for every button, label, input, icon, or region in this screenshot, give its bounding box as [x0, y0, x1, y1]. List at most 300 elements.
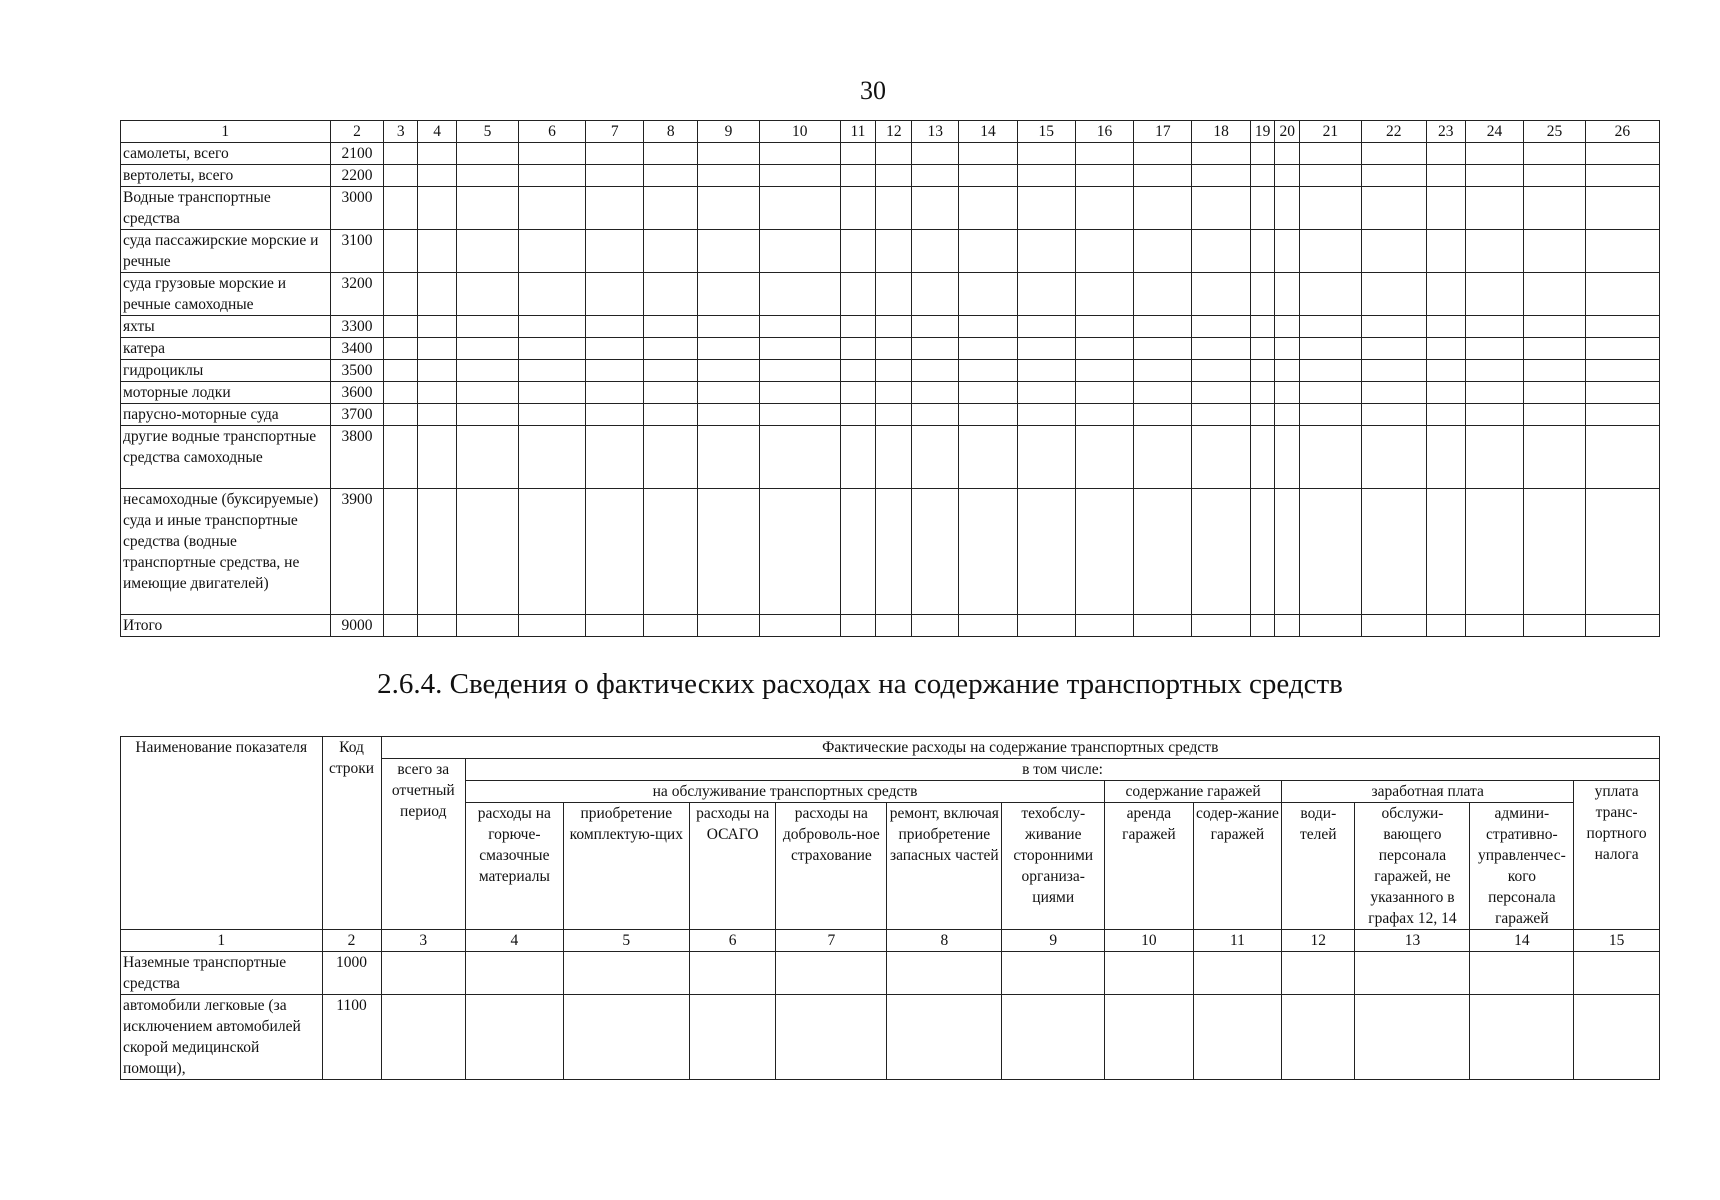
empty-cell [586, 187, 644, 230]
empty-cell [1250, 230, 1275, 273]
empty-cell [1134, 489, 1192, 615]
empty-cell [1585, 187, 1659, 230]
empty-cell [1465, 316, 1523, 338]
empty-cell [840, 489, 876, 615]
empty-cell [959, 489, 1017, 615]
empty-cell [1585, 360, 1659, 382]
column-number: 20 [1275, 121, 1300, 143]
empty-cell [1134, 165, 1192, 187]
empty-cell [1524, 615, 1586, 637]
empty-cell [1250, 489, 1275, 615]
column-number: 5 [563, 930, 689, 952]
empty-cell [1361, 273, 1426, 316]
empty-cell [1465, 165, 1523, 187]
row-name: парусно-моторные суда [121, 404, 331, 426]
empty-cell [1585, 273, 1659, 316]
row-name: катера [121, 338, 331, 360]
empty-cell [586, 230, 644, 273]
empty-cell [644, 382, 698, 404]
column-number: 16 [1075, 121, 1133, 143]
empty-cell [759, 338, 840, 360]
empty-cell [1361, 404, 1426, 426]
empty-cell [418, 273, 457, 316]
empty-cell [698, 316, 760, 338]
empty-cell [418, 404, 457, 426]
empty-cell [1465, 426, 1523, 489]
empty-cell [887, 995, 1002, 1080]
empty-cell [1134, 187, 1192, 230]
empty-cell [1250, 382, 1275, 404]
table-row [121, 382, 1660, 404]
empty-cell [1300, 404, 1362, 426]
empty-cell [518, 143, 585, 165]
empty-cell [759, 187, 840, 230]
empty-cell [644, 360, 698, 382]
column-number: 8 [887, 930, 1002, 952]
empty-cell [518, 404, 585, 426]
column-number: 19 [1250, 121, 1275, 143]
empty-cell [840, 187, 876, 230]
empty-cell [1355, 995, 1470, 1080]
header-service-col: ремонт, включая приобретение запасных частей [887, 803, 1002, 930]
empty-cell [1192, 615, 1250, 637]
empty-cell [876, 360, 912, 382]
empty-cell [1275, 426, 1300, 489]
empty-cell [959, 187, 1017, 230]
empty-cell [1250, 615, 1275, 637]
header-group-service: на обслуживание транспортных средств [466, 781, 1105, 803]
empty-cell [586, 489, 644, 615]
empty-cell [1361, 426, 1426, 489]
empty-cell [1426, 382, 1465, 404]
empty-cell [1250, 187, 1275, 230]
empty-cell [1075, 338, 1133, 360]
empty-cell [876, 143, 912, 165]
column-number: 2 [330, 121, 384, 143]
empty-cell [912, 426, 959, 489]
empty-cell [381, 995, 465, 1080]
column-number: 18 [1192, 121, 1250, 143]
empty-cell [644, 404, 698, 426]
row-name: Водные транспортные средства [121, 187, 331, 230]
empty-cell [698, 143, 760, 165]
row-code: 3400 [330, 338, 384, 360]
empty-cell [1017, 187, 1075, 230]
empty-cell [1105, 952, 1194, 995]
row-code: 1000 [322, 952, 381, 995]
empty-cell [1017, 426, 1075, 489]
empty-cell [384, 187, 418, 230]
empty-cell [1355, 952, 1470, 995]
empty-cell [1275, 230, 1300, 273]
empty-cell [1075, 273, 1133, 316]
empty-cell [1300, 489, 1362, 615]
column-number: 11 [840, 121, 876, 143]
empty-cell [1002, 995, 1105, 1080]
empty-cell [759, 360, 840, 382]
header-garage-col: аренда гаражей [1105, 803, 1194, 930]
empty-cell [586, 273, 644, 316]
empty-cell [1361, 165, 1426, 187]
column-number: 14 [1470, 930, 1574, 952]
empty-cell [457, 426, 519, 489]
empty-cell [1275, 338, 1300, 360]
empty-cell [1585, 316, 1659, 338]
empty-cell [418, 316, 457, 338]
header-tax: уплата транс-портного налога [1574, 781, 1660, 930]
column-number: 8 [644, 121, 698, 143]
empty-cell [912, 338, 959, 360]
row-name: яхты [121, 316, 331, 338]
empty-cell [457, 143, 519, 165]
empty-cell [698, 615, 760, 637]
empty-cell [698, 230, 760, 273]
header-code: Код строки [322, 737, 381, 930]
column-number: 1 [121, 930, 323, 952]
empty-cell [1300, 230, 1362, 273]
empty-cell [1361, 615, 1426, 637]
column-number: 22 [1361, 121, 1426, 143]
empty-cell [1075, 426, 1133, 489]
empty-cell [1585, 230, 1659, 273]
column-number: 11 [1193, 930, 1282, 952]
empty-cell [876, 338, 912, 360]
column-number: 23 [1426, 121, 1465, 143]
empty-cell [1470, 952, 1574, 995]
empty-cell [644, 165, 698, 187]
empty-cell [1465, 230, 1523, 273]
empty-cell [457, 316, 519, 338]
header-group-incl: в том числе: [466, 759, 1660, 781]
column-number: 13 [1355, 930, 1470, 952]
empty-cell [840, 230, 876, 273]
column-number: 25 [1524, 121, 1586, 143]
empty-cell [1134, 143, 1192, 165]
empty-cell [1574, 995, 1660, 1080]
empty-cell [586, 615, 644, 637]
empty-cell [1300, 382, 1362, 404]
empty-cell [1524, 338, 1586, 360]
row-name: Итого [121, 615, 331, 637]
empty-cell [518, 316, 585, 338]
empty-cell [418, 230, 457, 273]
header-group-garage: содержание гаражей [1105, 781, 1282, 803]
empty-cell [698, 187, 760, 230]
empty-cell [959, 360, 1017, 382]
empty-cell [1465, 382, 1523, 404]
empty-cell [384, 426, 418, 489]
empty-cell [876, 382, 912, 404]
empty-cell [1275, 360, 1300, 382]
empty-cell [1134, 615, 1192, 637]
empty-cell [1017, 404, 1075, 426]
empty-cell [1465, 273, 1523, 316]
empty-cell [698, 273, 760, 316]
empty-cell [1275, 615, 1300, 637]
empty-cell [1524, 165, 1586, 187]
empty-cell [698, 382, 760, 404]
empty-cell [1250, 316, 1275, 338]
expenses-table [120, 736, 1660, 1080]
empty-cell [418, 143, 457, 165]
table-row [121, 426, 1660, 489]
empty-cell [1017, 489, 1075, 615]
empty-cell [876, 426, 912, 489]
empty-cell [1275, 273, 1300, 316]
empty-cell [1250, 338, 1275, 360]
empty-cell [840, 382, 876, 404]
empty-cell [1300, 143, 1362, 165]
empty-cell [1075, 360, 1133, 382]
empty-cell [1250, 404, 1275, 426]
empty-cell [698, 404, 760, 426]
row-code: 3800 [330, 426, 384, 489]
column-number: 17 [1134, 121, 1192, 143]
table-row [121, 338, 1660, 360]
empty-cell [759, 615, 840, 637]
empty-cell [759, 404, 840, 426]
empty-cell [1075, 187, 1133, 230]
empty-cell [759, 426, 840, 489]
header-salary-col: админи-стративно-управленчес-кого персонала гаражей [1470, 803, 1574, 930]
empty-cell [876, 316, 912, 338]
empty-cell [457, 615, 519, 637]
empty-cell [1470, 995, 1574, 1080]
empty-cell [1524, 273, 1586, 316]
header-group-salary: заработная плата [1282, 781, 1574, 803]
table-row [121, 143, 1660, 165]
empty-cell [1017, 165, 1075, 187]
empty-cell [384, 489, 418, 615]
empty-cell [384, 143, 418, 165]
empty-cell [1192, 230, 1250, 273]
empty-cell [1134, 273, 1192, 316]
empty-cell [759, 489, 840, 615]
empty-cell [1426, 489, 1465, 615]
empty-cell [1282, 995, 1355, 1080]
empty-cell [1192, 360, 1250, 382]
empty-cell [518, 165, 585, 187]
empty-cell [586, 338, 644, 360]
empty-cell [698, 489, 760, 615]
empty-cell [518, 187, 585, 230]
row-name: гидроциклы [121, 360, 331, 382]
empty-cell [1250, 273, 1275, 316]
row-name: суда пассажирские морские и речные [121, 230, 331, 273]
empty-cell [1524, 316, 1586, 338]
empty-cell [876, 165, 912, 187]
empty-cell [384, 165, 418, 187]
empty-cell [1192, 382, 1250, 404]
empty-cell [1275, 143, 1300, 165]
empty-cell [1465, 615, 1523, 637]
column-number: 21 [1300, 121, 1362, 143]
column-number: 14 [959, 121, 1017, 143]
empty-cell [1300, 316, 1362, 338]
table-row [121, 615, 1660, 637]
empty-cell [840, 316, 876, 338]
empty-cell [518, 426, 585, 489]
empty-cell [1585, 426, 1659, 489]
row-code: 3200 [330, 273, 384, 316]
empty-cell [1361, 187, 1426, 230]
column-number: 1 [121, 121, 331, 143]
column-number: 9 [1002, 930, 1105, 952]
header-row [121, 121, 1660, 143]
empty-cell [959, 273, 1017, 316]
empty-cell [418, 426, 457, 489]
header-total: всего за отчетный период [381, 759, 465, 930]
empty-cell [912, 360, 959, 382]
row-name: несамоходные (буксируемые) суда и иные транспортные средства (водные транспортные средства, не имеющие двигателей) [121, 489, 331, 615]
empty-cell [759, 316, 840, 338]
column-number: 5 [457, 121, 519, 143]
empty-cell [1426, 426, 1465, 489]
empty-cell [1075, 404, 1133, 426]
empty-cell [1075, 143, 1133, 165]
empty-cell [1017, 143, 1075, 165]
header-service-col: расходы на доброволь-ное страхование [776, 803, 887, 930]
empty-cell [698, 360, 760, 382]
empty-cell [1465, 338, 1523, 360]
empty-cell [959, 316, 1017, 338]
row-code: 3700 [330, 404, 384, 426]
empty-cell [1574, 952, 1660, 995]
empty-cell [1075, 615, 1133, 637]
page-number: 30 [860, 76, 886, 105]
row-name: моторные лодки [121, 382, 331, 404]
empty-cell [466, 995, 564, 1080]
empty-cell [1192, 165, 1250, 187]
empty-cell [384, 316, 418, 338]
empty-cell [644, 489, 698, 615]
empty-cell [689, 952, 776, 995]
empty-cell [912, 273, 959, 316]
table-row [121, 165, 1660, 187]
column-number: 13 [912, 121, 959, 143]
empty-cell [1300, 338, 1362, 360]
empty-cell [644, 187, 698, 230]
empty-cell [1300, 273, 1362, 316]
empty-cell [840, 273, 876, 316]
empty-cell [840, 143, 876, 165]
empty-cell [1361, 360, 1426, 382]
empty-cell [959, 165, 1017, 187]
empty-cell [887, 952, 1002, 995]
empty-cell [586, 360, 644, 382]
empty-cell [457, 404, 519, 426]
empty-cell [1250, 165, 1275, 187]
empty-cell [912, 615, 959, 637]
table-row [121, 489, 1660, 615]
empty-cell [563, 995, 689, 1080]
empty-cell [1192, 187, 1250, 230]
empty-cell [876, 273, 912, 316]
empty-cell [840, 165, 876, 187]
empty-cell [1134, 382, 1192, 404]
empty-cell [1192, 338, 1250, 360]
empty-cell [1465, 187, 1523, 230]
empty-cell [759, 143, 840, 165]
empty-cell [518, 338, 585, 360]
empty-cell [1105, 995, 1194, 1080]
column-number: 6 [689, 930, 776, 952]
header-service-col: приобретение комплектую-щих [563, 803, 689, 930]
row-name: автомобили легковые (за исключением автомобилей скорой медицинской помощи), [121, 995, 323, 1080]
empty-cell [912, 143, 959, 165]
empty-cell [1524, 489, 1586, 615]
empty-cell [1465, 143, 1523, 165]
row-name: самолеты, всего [121, 143, 331, 165]
empty-cell [759, 230, 840, 273]
empty-cell [1275, 489, 1300, 615]
empty-cell [1275, 316, 1300, 338]
empty-cell [1002, 952, 1105, 995]
table-row [121, 230, 1660, 273]
table-row [121, 995, 1660, 1080]
empty-cell [1426, 143, 1465, 165]
empty-cell [1426, 615, 1465, 637]
empty-cell [384, 382, 418, 404]
empty-cell [1075, 230, 1133, 273]
empty-cell [1426, 360, 1465, 382]
empty-cell [384, 404, 418, 426]
empty-cell [876, 404, 912, 426]
empty-cell [418, 187, 457, 230]
empty-cell [1585, 382, 1659, 404]
row-name: суда грузовые морские и речные самоходные [121, 273, 331, 316]
empty-cell [1075, 165, 1133, 187]
empty-cell [1426, 338, 1465, 360]
empty-cell [1134, 426, 1192, 489]
empty-cell [644, 143, 698, 165]
empty-cell [418, 338, 457, 360]
empty-cell [644, 316, 698, 338]
empty-cell [840, 615, 876, 637]
empty-cell [1585, 165, 1659, 187]
empty-cell [457, 489, 519, 615]
empty-cell [1524, 360, 1586, 382]
empty-cell [384, 273, 418, 316]
empty-cell [759, 382, 840, 404]
empty-cell [1134, 404, 1192, 426]
empty-cell [1426, 404, 1465, 426]
empty-cell [418, 489, 457, 615]
empty-cell [457, 165, 519, 187]
empty-cell [1361, 316, 1426, 338]
row-name: Наземные транспортные средства [121, 952, 323, 995]
column-number: 7 [586, 121, 644, 143]
empty-cell [586, 382, 644, 404]
column-number: 10 [1105, 930, 1194, 952]
section-title: 2.6.4. Сведения о фактических расходах на содержание транспортных средств [377, 668, 1343, 700]
table-row [121, 952, 1660, 995]
column-number: 3 [384, 121, 418, 143]
empty-cell [698, 426, 760, 489]
row-code: 3900 [330, 489, 384, 615]
empty-cell [1134, 230, 1192, 273]
table-row [121, 187, 1660, 230]
empty-cell [1193, 995, 1282, 1080]
empty-cell [586, 165, 644, 187]
empty-cell [840, 426, 876, 489]
header-service-col: техобслу-живание сторонними организа-циями [1002, 803, 1105, 930]
empty-cell [644, 273, 698, 316]
empty-cell [912, 382, 959, 404]
empty-cell [1275, 165, 1300, 187]
empty-cell [840, 338, 876, 360]
header-service-col: расходы на ОСАГО [689, 803, 776, 930]
